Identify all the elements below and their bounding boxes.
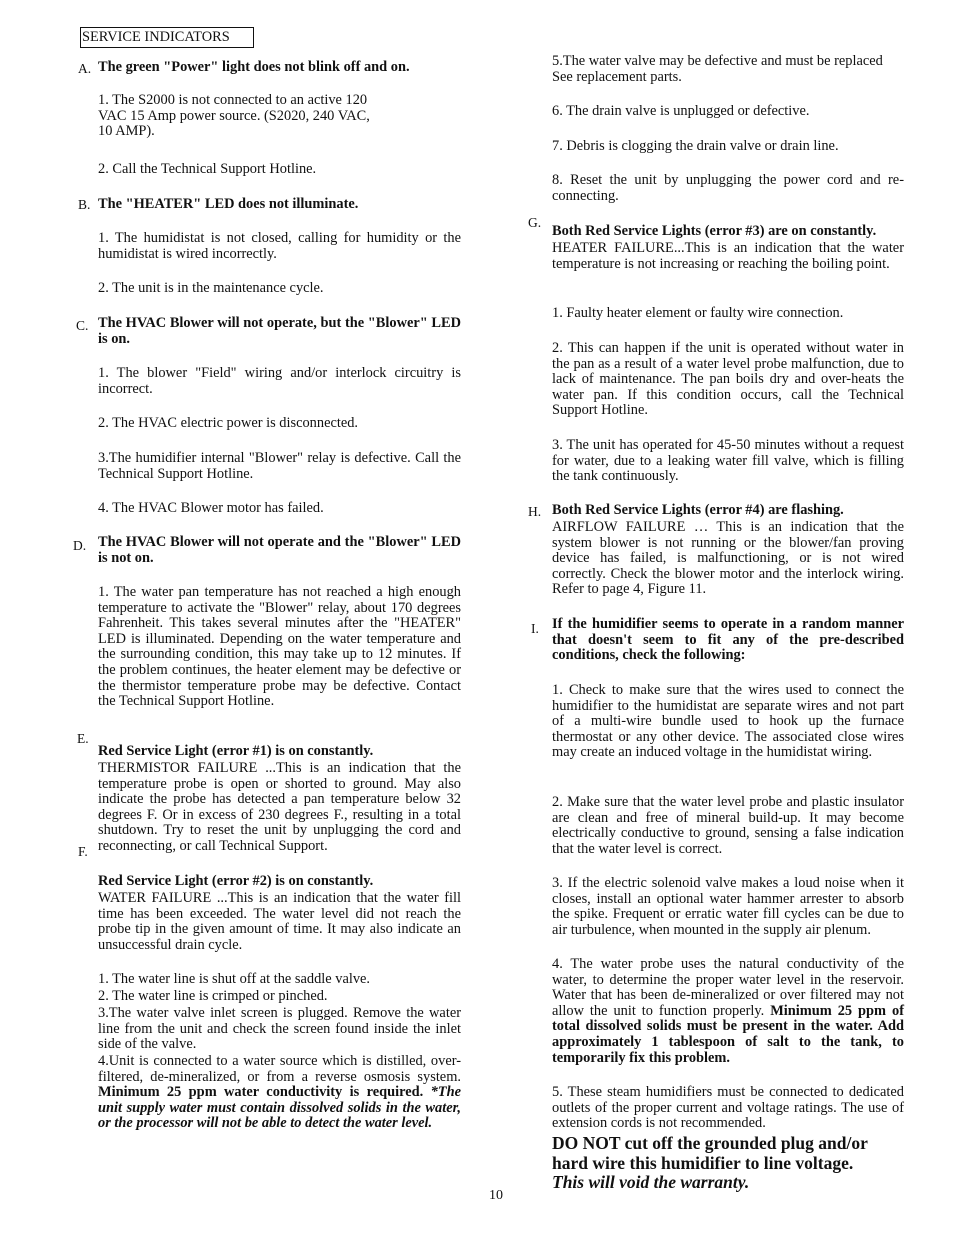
- item-c-step-3: 3.The humidifier internal "Blower" relay is defective. Call the Technical Support Hotline.: [98, 450, 461, 482]
- item-i-heading: If the humidifier seems to operate in a random manner that doesn't seem to fit any of the pre-described conditions, check the following:: [552, 616, 904, 664]
- item-a-heading: The green "Power" light does not blink off and on.: [98, 59, 410, 75]
- item-f-step-2: 2. The water line is crimped or pinched.: [98, 988, 328, 1004]
- item-c-step-2: 2. The HVAC electric power is disconnected.: [98, 415, 359, 431]
- item-letter-e: E.: [77, 731, 89, 746]
- item-letter-b: B.: [78, 197, 91, 212]
- item-g-heading: Both Red Service Lights (error #3) are on constantly.: [552, 223, 877, 239]
- left-column: [98, 0, 461, 1180]
- item-f-step-8: 8. Reset the unit by unplugging the power cord and re-connecting.: [552, 172, 904, 204]
- item-a-step-2: 2. Call the Technical Support Hotline.: [98, 161, 317, 177]
- item-a-step-1-line-1: 1. The S2000 is not connected to an active 120: [98, 92, 368, 108]
- item-letter-d: D.: [73, 538, 87, 553]
- item-a-step-1: [98, 93, 461, 140]
- item-i-step-3: 3. If the electric solenoid valve makes a loud noise when it closes, install an optional water hammer arrester to absorb the spike. Frequent or erratic water fill cycles can be due to air turbulence, when mounted in the supply air plenum.: [552, 875, 904, 938]
- item-a-step-1-line-3: 10 AMP).: [98, 123, 155, 140]
- item-i-step-4-requirement: Minimum 25 ppm of total dissolved solids must be present in the water. Add approximately 1 tablespoon of salt to the tank, to temporarily fix this problem.: [552, 1002, 904, 1066]
- item-letter-h: H.: [528, 504, 542, 519]
- item-c-step-4: 4. The HVAC Blower motor has failed.: [98, 500, 324, 516]
- item-h-heading: Both Red Service Lights (error #4) are flashing.: [552, 502, 844, 518]
- item-f-step-6: 6. The drain valve is unplugged or defective.: [552, 103, 810, 119]
- item-f-step-4-text: 4.Unit is connected to a water source which is distilled, over-filtered, de-mineralized, or from a reverse osmosis system.: [98, 1053, 461, 1085]
- item-f-body: WATER FAILURE ...This is an indication that the water fill time has been exceeded. The water level did not reach the probe tip in the given amount of time. It may also indicate an unsuccessful drain cycle.: [98, 890, 461, 953]
- item-letter-f: F.: [78, 844, 88, 859]
- item-d-step-1: 1. The water pan temperature has not reached a high enough temperature to activate the "Blower" relay, about 170 degrees Fahrenheit. This takes several minutes after the "HEATER" LED is illuminated. Depending on the water temperature and the surrounding condition, this may take up to 12 minutes. If the problem continues, the heater element may be defective or the thermistor temperature probe may be defective. Contact the Technical Support Hotline.: [98, 584, 461, 710]
- item-f-step-4: [98, 1054, 461, 1132]
- item-letter-i: I.: [531, 621, 539, 636]
- item-letter-g: G.: [528, 215, 542, 230]
- warranty-text: This will void the warranty.: [552, 1172, 750, 1192]
- section-title-box: SERVICE INDICATORS: [80, 27, 254, 48]
- item-b-step-2: 2. The unit is in the maintenance cycle.: [98, 280, 324, 296]
- item-e-body: THERMISTOR FAILURE ...This is an indication that the temperature probe is open or shorted to ground. May also indicate the probe has detected a pan temperature below 32 degrees F. Or in excess of 230 degrees F., resulting in a total shutdown. Try to reset the unit by unplugging the cord and reconnecting, or call Technical Support.: [98, 760, 461, 854]
- item-a-step-1-line-2: VAC 15 Amp power source. (S2020, 240 VAC,: [98, 107, 370, 124]
- item-d-heading: The HVAC Blower will not operate and the "Blower" LED is not on.: [98, 534, 461, 566]
- item-letter-c: C.: [76, 318, 89, 333]
- item-f-step-3: 3.The water valve inlet screen is plugged. Remove the water line from the unit and check the screen found inside the inlet side of the valve.: [98, 1005, 461, 1053]
- item-c-heading: The HVAC Blower will not operate, but the "Blower" LED is on.: [98, 315, 461, 347]
- item-f-step-4-note: *The unit supply water must contain dissolved solids in the water, or the processor will not be able to detect the water level.: [98, 1084, 461, 1132]
- item-i-step-4: [552, 957, 904, 1066]
- item-i-step-4-text: 4. The water probe uses the natural conductivity of the water, to determine the proper water level in the reservoir. Water that has been de-mineralized or over filtered may not allow the unit to function properly.: [552, 956, 904, 1019]
- item-letter-a: A.: [78, 61, 92, 76]
- item-g-step-1: 1. Faulty heater element or faulty wire connection.: [552, 305, 844, 321]
- item-i-step-1: 1. Check to make sure that the wires used to connect the humidifier to the humidistat are separate wires and not part of a multi-wire bundle used to hook up the furnace thermostat or any other device. The associated close wires may create an induced voltage in the humidistat wiring.: [552, 682, 904, 761]
- right-column: [552, 0, 904, 1200]
- item-f-heading: Red Service Light (error #2) is on constantly.: [98, 873, 374, 889]
- item-h-body: AIRFLOW FAILURE … This is an indication that the system blower is not running or the blower/fan proving device has failed, is malfunctioning, or is not wired correctly. Check the blower motor and the interlock wiring. Refer to page 4, Figure 11.: [552, 519, 904, 598]
- item-b-heading: The "HEATER" LED does not illuminate.: [98, 196, 359, 212]
- item-i-step-5: 5. These steam humidifiers must be connected to dedicated outlets of the proper current and voltage ratings. The use of extension cords is not recommended.: [552, 1084, 904, 1132]
- item-g-body: HEATER FAILURE...This is an indication that the water temperature is not increasing or reaching the boiling point.: [552, 240, 904, 272]
- item-g-step-3: 3. The unit has operated for 45-50 minutes without a request for water, due to a leaking water fill valve, which is filling the tank continuously.: [552, 437, 904, 485]
- item-g-step-2: 2. This can happen if the unit is operated without water in the pan as a result of a water level probe malfunction, due to lack of maintenance. The pan boils dry and over-heats the water pan. If this condition occurs, call the Technical Support Hotline.: [552, 340, 904, 419]
- item-e-heading: Red Service Light (error #1) is on constantly.: [98, 743, 374, 759]
- item-c-step-1: 1. The blower "Field" wiring and/or interlock circuitry is incorrect.: [98, 365, 461, 397]
- item-f-step-1: 1. The water line is shut off at the saddle valve.: [98, 971, 371, 987]
- item-f-step-4-requirement: Minimum 25 ppm water conductivity is required.: [98, 1084, 424, 1101]
- item-i-step-2: 2. Make sure that the water level probe and plastic insulator are clean and free of mineral build-up. It may become electrically conductive to ground, sensing a false indication that the water level is correct.: [552, 794, 904, 857]
- warning-text: DO NOT cut off the grounded plug and/or hard wire this humidifier to line voltage.: [552, 1133, 868, 1173]
- item-f-step-5: 5.The water valve may be defective and must be replaced See replacement parts.: [552, 53, 883, 85]
- item-b-step-1: 1. The humidistat is not closed, calling for humidity or the humidistat is wired incorrectly.: [98, 230, 461, 262]
- page-number: 10: [489, 1188, 503, 1203]
- item-f-step-7: 7. Debris is clogging the drain valve or drain line.: [552, 138, 839, 154]
